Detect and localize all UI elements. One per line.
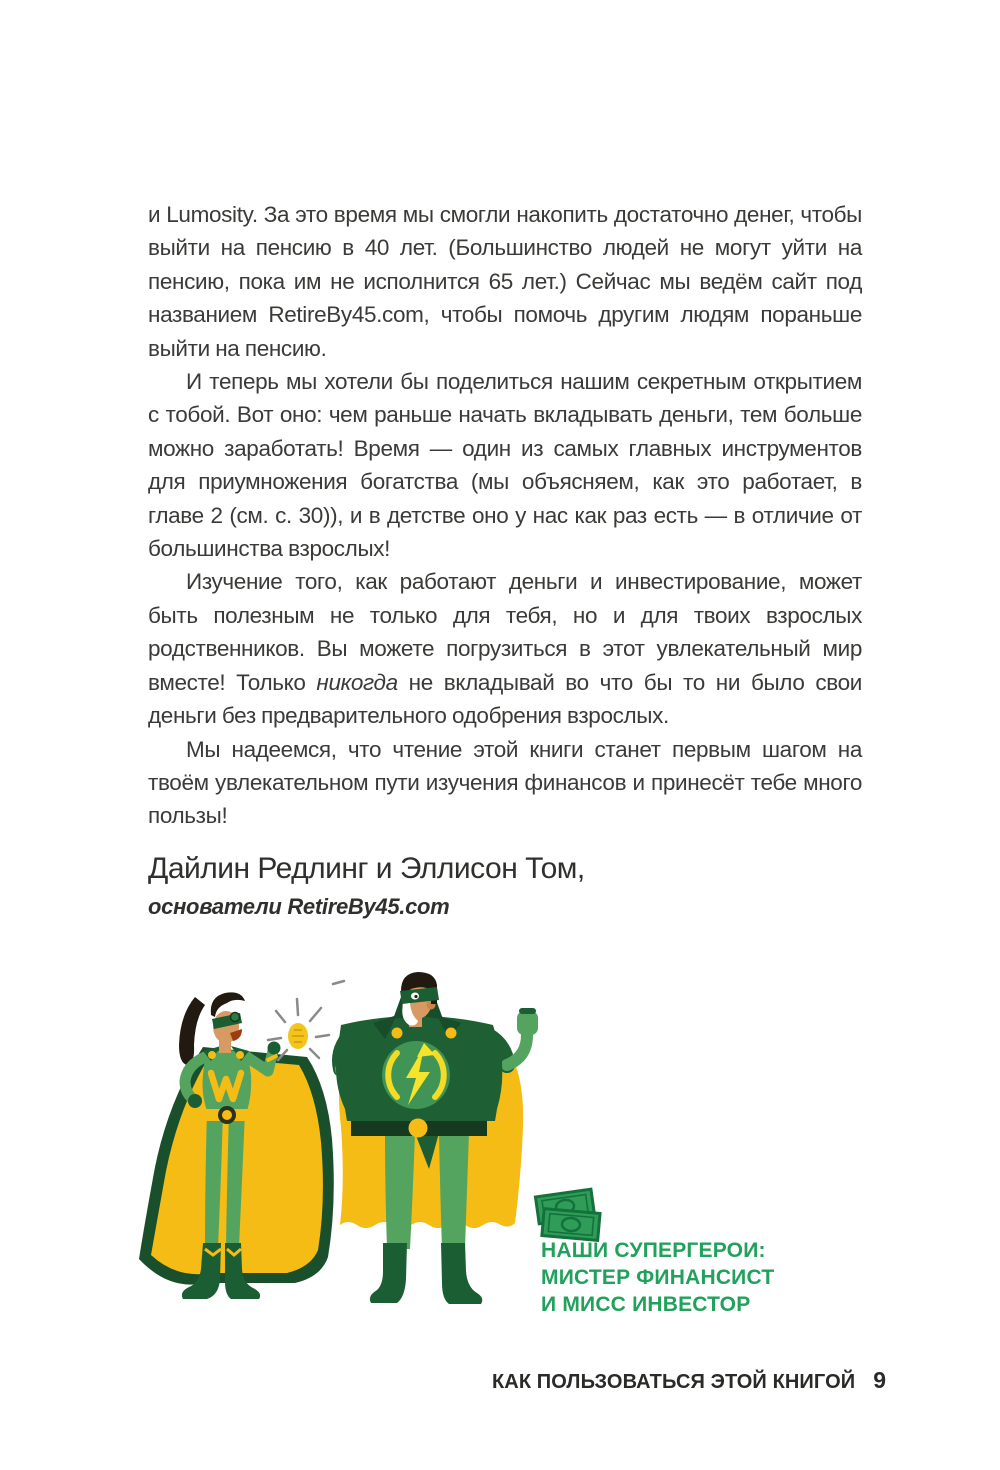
running-footer <box>492 1367 886 1394</box>
paragraph <box>148 565 862 732</box>
caption-line: МИСТЕР ФИНАНСИСТ <box>541 1266 775 1289</box>
superheroes-illustration <box>135 957 605 1323</box>
mister-financier-figure <box>336 972 538 1304</box>
emphasized-word: никогда <box>316 669 398 695</box>
paragraph: И теперь мы хотели бы поделиться нашим секретным открытием с тобой. Вот оно: чем раньше начать вкладывать деньги, тем больше можно заработать! Время — один из самых главных инструментов для приумножения богатства (мы объясняем, как это работает, в главе 2 (см. с. 30)), и в детстве оно у нас как раз есть — в отличие от большинства взрослых! <box>148 369 862 562</box>
illustration-caption <box>541 1237 774 1318</box>
caption-line: НАШИ СУПЕРГЕРОИ: <box>541 1239 766 1262</box>
paragraph-text: не вкладывай во что бы то ни было свои деньги без предварительного одобрения взрослых. <box>148 669 863 729</box>
paragraph: и Lumosity. За это время мы смогли накопить достаточно денег, чтобы выйти на пенсию в 40 лет. (Большинство людей не могут уйти на пенсию, пока им не исполнится 65 лет.) Сейчас мы ведём сайт под названием RetireBy45.com, чтобы помочь другим людям пораньше выйти на пенсию. <box>148 202 862 361</box>
page-number: 9 <box>873 1367 886 1393</box>
paragraph-text: Изучение того, как работают деньги и инвестирование, может быть полезным не только для тебя, но и для твоих взрослых родственников. Вы можете погрузиться в этот увлекательный мир вместе! Только <box>148 569 862 695</box>
paragraph: Мы надеемся, что чтение этой книги станет первым шагом на твоём увлекательном пути изучения финансов и принесёт тебе много пользы! <box>148 736 862 829</box>
author-signature <box>148 851 585 920</box>
caption-line: И МИСС ИНВЕСТОР <box>541 1293 751 1316</box>
page-body-text <box>148 198 862 833</box>
lightning-emblem-icon <box>382 1041 450 1109</box>
chapter-title: КАК ПОЛЬЗОВАТЬСЯ ЭТОЙ КНИГОЙ <box>491 1371 856 1393</box>
author-role: основатели RetireBy45.com <box>148 894 450 919</box>
author-names: Дайлин Редлинг и Эллисон Том, <box>148 852 585 885</box>
money-bills-icon <box>535 1189 600 1240</box>
